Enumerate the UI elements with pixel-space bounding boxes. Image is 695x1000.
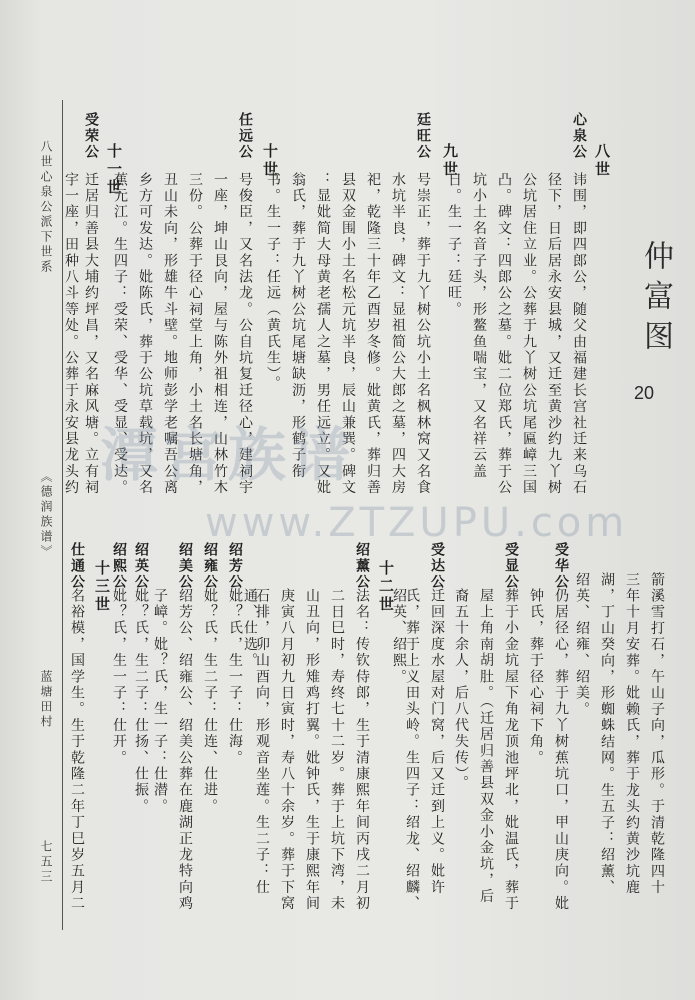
page-number: 七五三: [39, 840, 53, 885]
text-column: 妣？氏，生二子：仕扬、仕振。: [133, 588, 149, 815]
text-column: 葬于小金坑屋下角龙顶池坪北，妣温氏，葬于: [503, 588, 519, 912]
text-column: 妣？氏，生二子：仕连、仕进。: [202, 588, 218, 815]
text-column: 绍芳公、绍雍公、绍美公葬在鹿湖正龙特向鸡: [177, 588, 193, 912]
text-column: 公坑居住立业。公葬于九丫树公坑尾匾嶂三国: [521, 172, 537, 496]
text-column: 蕉元江。生四子：受荣、受华、受显、受达。: [112, 172, 128, 496]
text-column: 县双金围小土名松元坑半良，辰山兼巽。碑文: [340, 172, 356, 496]
text-column: 法名：传钦侍郎，生于清康熙年间丙戌二月初: [354, 588, 370, 912]
text-column: 石排，卯山酉向，形观音坐莲。生二子：仕: [254, 588, 270, 896]
ancestor-name: 心泉公: [571, 112, 587, 160]
section-title: 八世心泉公派下世系: [39, 140, 53, 275]
ancestor-name: 受华公: [553, 542, 569, 590]
text-column: 翁氏，葬于九丫树公坑尾塘缺沥，形鹤子衔: [290, 172, 306, 480]
ancestor-name: 廷旺公: [415, 112, 431, 160]
text-column: 径下，日后居永安县城，又迁至黄沙约九丫树: [546, 172, 562, 496]
text-column: 书。生一子：任远（黄氏生）。: [265, 172, 281, 392]
text-column: 妣？氏，生一子：仕海。: [227, 588, 243, 767]
text-column: 湖，丁山癸向，形蜘蛛结网。生五子：绍薰、: [599, 572, 615, 896]
ancestor-name: 绍英公: [133, 542, 149, 590]
text-column: 一座，坤山艮向，屋与陈外祖相连，山林竹木: [212, 172, 228, 496]
ancestor-name: 绍薰公: [354, 542, 370, 590]
text-column: 日。生一子：廷旺。: [446, 172, 462, 318]
text-column: 讳围，即四郎公，随父由福建长宫社迁来乌石: [571, 172, 587, 496]
text-column: 祀，乾隆三十年乙酉岁冬修。妣黄氏，葬归善: [365, 172, 381, 496]
text-column: 乡方可发达。妣陈氏，葬于公坑草载坑，又名: [137, 172, 153, 496]
ancestor-name: 绍雍公: [202, 542, 218, 590]
generation-10: 十世: [261, 143, 279, 179]
text-column: 名裕模，国学生。生于乾隆二年丁巳岁五月二: [69, 588, 85, 912]
text-column: 号崇正，葬于九丫树公坑小土名枫林窝又名食: [415, 172, 431, 496]
text-column: 迁居归善县大埔约坪昌，又名麻风塘。立有祠: [83, 172, 99, 496]
text-column: 山丑向，形雉鸡打翼。妣钟氏，生于康熙年间: [304, 588, 320, 912]
text-column: 坑小土名音子头，形鳌鱼喘宝，又名祥云盖: [471, 172, 487, 480]
text-column: 丑山未向，形雄牛斗壁。地师彭学老嘱吾公离: [162, 172, 178, 496]
text-column: ：显妣简大母黄老孺人之墓，男任远立。又妣: [315, 172, 331, 496]
text-column: 绍英、绍熙。: [391, 588, 407, 686]
text-column: 子嶂。妣？氏，生一子：仕潜。: [152, 588, 168, 815]
ancestor-name: 仕通公: [69, 542, 85, 590]
generation-12: 十二世: [377, 560, 395, 614]
generation-9: 九世: [441, 143, 459, 179]
ancestor-name: 任远公: [237, 112, 253, 160]
text-column: 氏，葬于上义田头岭。生四子：绍龙、绍麟、: [404, 588, 420, 912]
village-name: 蓝塘田村: [39, 670, 53, 730]
text-column: 钟氏，葬于径心祠下角。: [528, 588, 544, 767]
ancestor-name: 受达公: [429, 542, 445, 590]
text-column: 号俊臣，又名法龙。公自坑复迁径心，建祠宇: [237, 172, 253, 496]
text-column: 凸。碑文：四郎公之墓。妣二位郑氏，葬于公: [496, 172, 512, 496]
ancestor-name: 受显公: [503, 542, 519, 590]
watermark-cn: 潭宫族谱: [100, 421, 357, 489]
ancestor-name: 绍美公: [177, 542, 193, 590]
text-column: 三年十月安葬。妣赖氏，葬于龙头约黄沙坑鹿: [624, 572, 640, 896]
text-column: 绍英、绍雍、绍美。: [574, 572, 590, 718]
ancestor-name: 绍熙公: [111, 542, 127, 590]
text-column: 庚寅八月初九日寅时，寿八十余岁。葬于下窝: [279, 588, 295, 912]
text-column: 箭溪雪打石，午山子向，瓜形。于清乾隆四十: [649, 572, 665, 896]
generation-8: 八世: [593, 143, 611, 179]
generation-11: 十一世: [105, 143, 123, 197]
text-column: 二日巳时，寿终七十二岁。葬于上坑下湾，未: [329, 588, 345, 912]
text-column: 水坑半良，碑文：显祖简公大郎之墓，四大房: [390, 172, 406, 496]
text-column: 迁回深度水屋对门窝，后又迁到上义。妣许: [429, 588, 445, 896]
text-column: 三份。公葬于径心祠堂上角，小土名长塘角，: [187, 172, 203, 496]
watermark-url: www.ZTZUPU.com: [205, 500, 629, 546]
plate-number: 20: [634, 383, 655, 403]
text-column: 屋上角南胡肚。（迁居归善县双金小金坑，后: [478, 588, 494, 905]
text-column: 通、仕选。: [242, 588, 258, 669]
ancestor-name: 绍芳公: [227, 542, 243, 590]
text-column: 妣？氏，生一子：仕开。: [111, 588, 127, 767]
generation-13: 十三世: [93, 560, 111, 614]
text-column: 仍居径心，葬于九丫树蕉坑口，甲山庚向。妣: [553, 588, 569, 912]
book-title: 《德润族谱》: [39, 470, 53, 560]
plate-title: 仲富图: [638, 240, 673, 360]
ancestor-name: 受荣公: [83, 112, 99, 160]
text-column: 宇一座，田种八斗等处。公葬于永安县龙头约: [63, 172, 79, 496]
text-column: 裔五十余人，后八代失传）。: [453, 588, 469, 792]
